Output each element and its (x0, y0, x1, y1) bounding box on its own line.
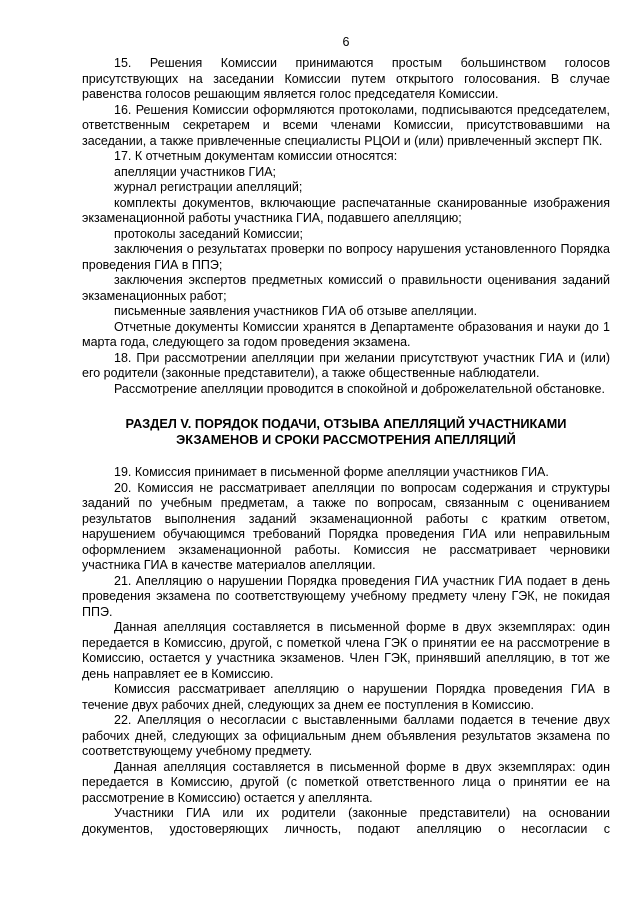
paragraph: Отчетные документы Комиссии хранятся в Департаменте образования и науки до 1 марта года, следующего за годом проведения экзамена. (82, 319, 610, 349)
paragraph: Данная апелляция составляется в письменной форме в двух экземплярах: один передается в Комиссию, другой (с пометкой ответственного лица о принятии ее на рассмотрение в Комиссию) остается у апеллянта. (82, 759, 610, 805)
paragraph: Данная апелляция составляется в письменной форме в двух экземплярах: один передается в Комиссию, другой, с пометкой члена ГЭК о принятии ее на рассмотрение в Комиссию, остается у участника экзаменов. Член ГЭК, принявший апелляцию, в тот же день направляет ее в Комиссию. (82, 620, 610, 681)
paragraph: Участники ГИА или их родители (законные представители) на основании документов, удостоверяющих личность, подают апелляцию о несогласии с (82, 806, 610, 836)
paragraph: 16. Решения Комиссии оформляются протоколами, подписываются председателем, ответственным секретарем и всеми членами Комиссии, присутствовавшими на заседании, а также привлеченные специалисты РЦОИ и (или) привлеченный эксперт ПК. (82, 102, 610, 148)
section-heading-line-2: ЭКЗАМЕНОВ И СРОКИ РАССМОТРЕНИЯ АПЕЛЛЯЦИЙ (176, 432, 516, 447)
paragraph: 18. При рассмотрении апелляции при желании присутствуют участник ГИА и (или) его родители (законные представители), а также общественные наблюдатели. (82, 350, 610, 380)
paragraph: заключения о результатах проверки по вопросу нарушения установленного Порядка проведения ГИА в ППЭ; (82, 242, 610, 272)
paragraph: 15. Решения Комиссии принимаются простым большинством голосов присутствующих на заседании Комиссии путем открытого голосования. В случае равенства голосов решающим является голос председателя Комиссии. (82, 56, 610, 101)
paragraph: Комиссия рассматривает апелляцию о нарушении Порядка проведения ГИА в течение двух рабочих дней, следующих за днем ее поступления в Комиссию. (82, 682, 610, 712)
paragraph: письменные заявления участников ГИА об отзыве апелляции. (114, 304, 478, 318)
paragraph: 20. Комиссия не рассматривает апелляции по вопросам содержания и структуры заданий по учебным предметам, а также по вопросам, связанным с оцениванием результатов выполнения заданий экзаменационной работы с кратким ответом, нарушением обучающимся требований Порядка проведения ГИА или неправильным оформлением экзаменационной работы. Комиссия не рассматривает черновики участника ГИА в качестве материалов апелляции. (82, 480, 610, 572)
paragraph: 21. Апелляцию о нарушении Порядка проведения ГИА участник ГИА подает в день проведения экзамена по соответствующему учебному предмету члену ГЭК, не покидая ППЭ. (82, 573, 610, 619)
paragraph: заключения экспертов предметных комиссий о правильности оценивания заданий экзаменационных работ; (82, 273, 610, 303)
paragraph: Рассмотрение апелляции проводится в спокойной и доброжелательной обстановке. (114, 381, 605, 396)
page-number: 6 (342, 35, 350, 49)
section-v-body (82, 465, 610, 837)
section-iv-tail (82, 56, 610, 397)
paragraph: 19. Комиссия принимает в письменной форме апелляции участников ГИА. (114, 465, 549, 479)
paragraph: 22. Апелляция о несогласии с выставленными баллами подается в течение двух рабочих дней, следующих за официальным днем объявления результатов экзамена по соответствующему учебному предмету. (82, 713, 610, 758)
paragraph: комплекты документов, включающие распечатанные сканированные изображения экзаменационной работы участника ГИА, подавшего апелляцию; (82, 195, 610, 225)
section-heading (82, 416, 610, 448)
paragraph: протоколы заседаний Комиссии; (114, 226, 303, 241)
paragraph: 17. К отчетным документам комиссии относятся: (114, 149, 398, 163)
paragraph: журнал регистрации апелляций; (114, 180, 303, 194)
paragraph: апелляции участников ГИА; (114, 164, 277, 179)
section-heading-line-1: РАЗДЕЛ V. ПОРЯДОК ПОДАЧИ, ОТЗЫВА АПЕЛЛЯЦИЙ УЧАСТНИКАМИ (125, 416, 567, 431)
